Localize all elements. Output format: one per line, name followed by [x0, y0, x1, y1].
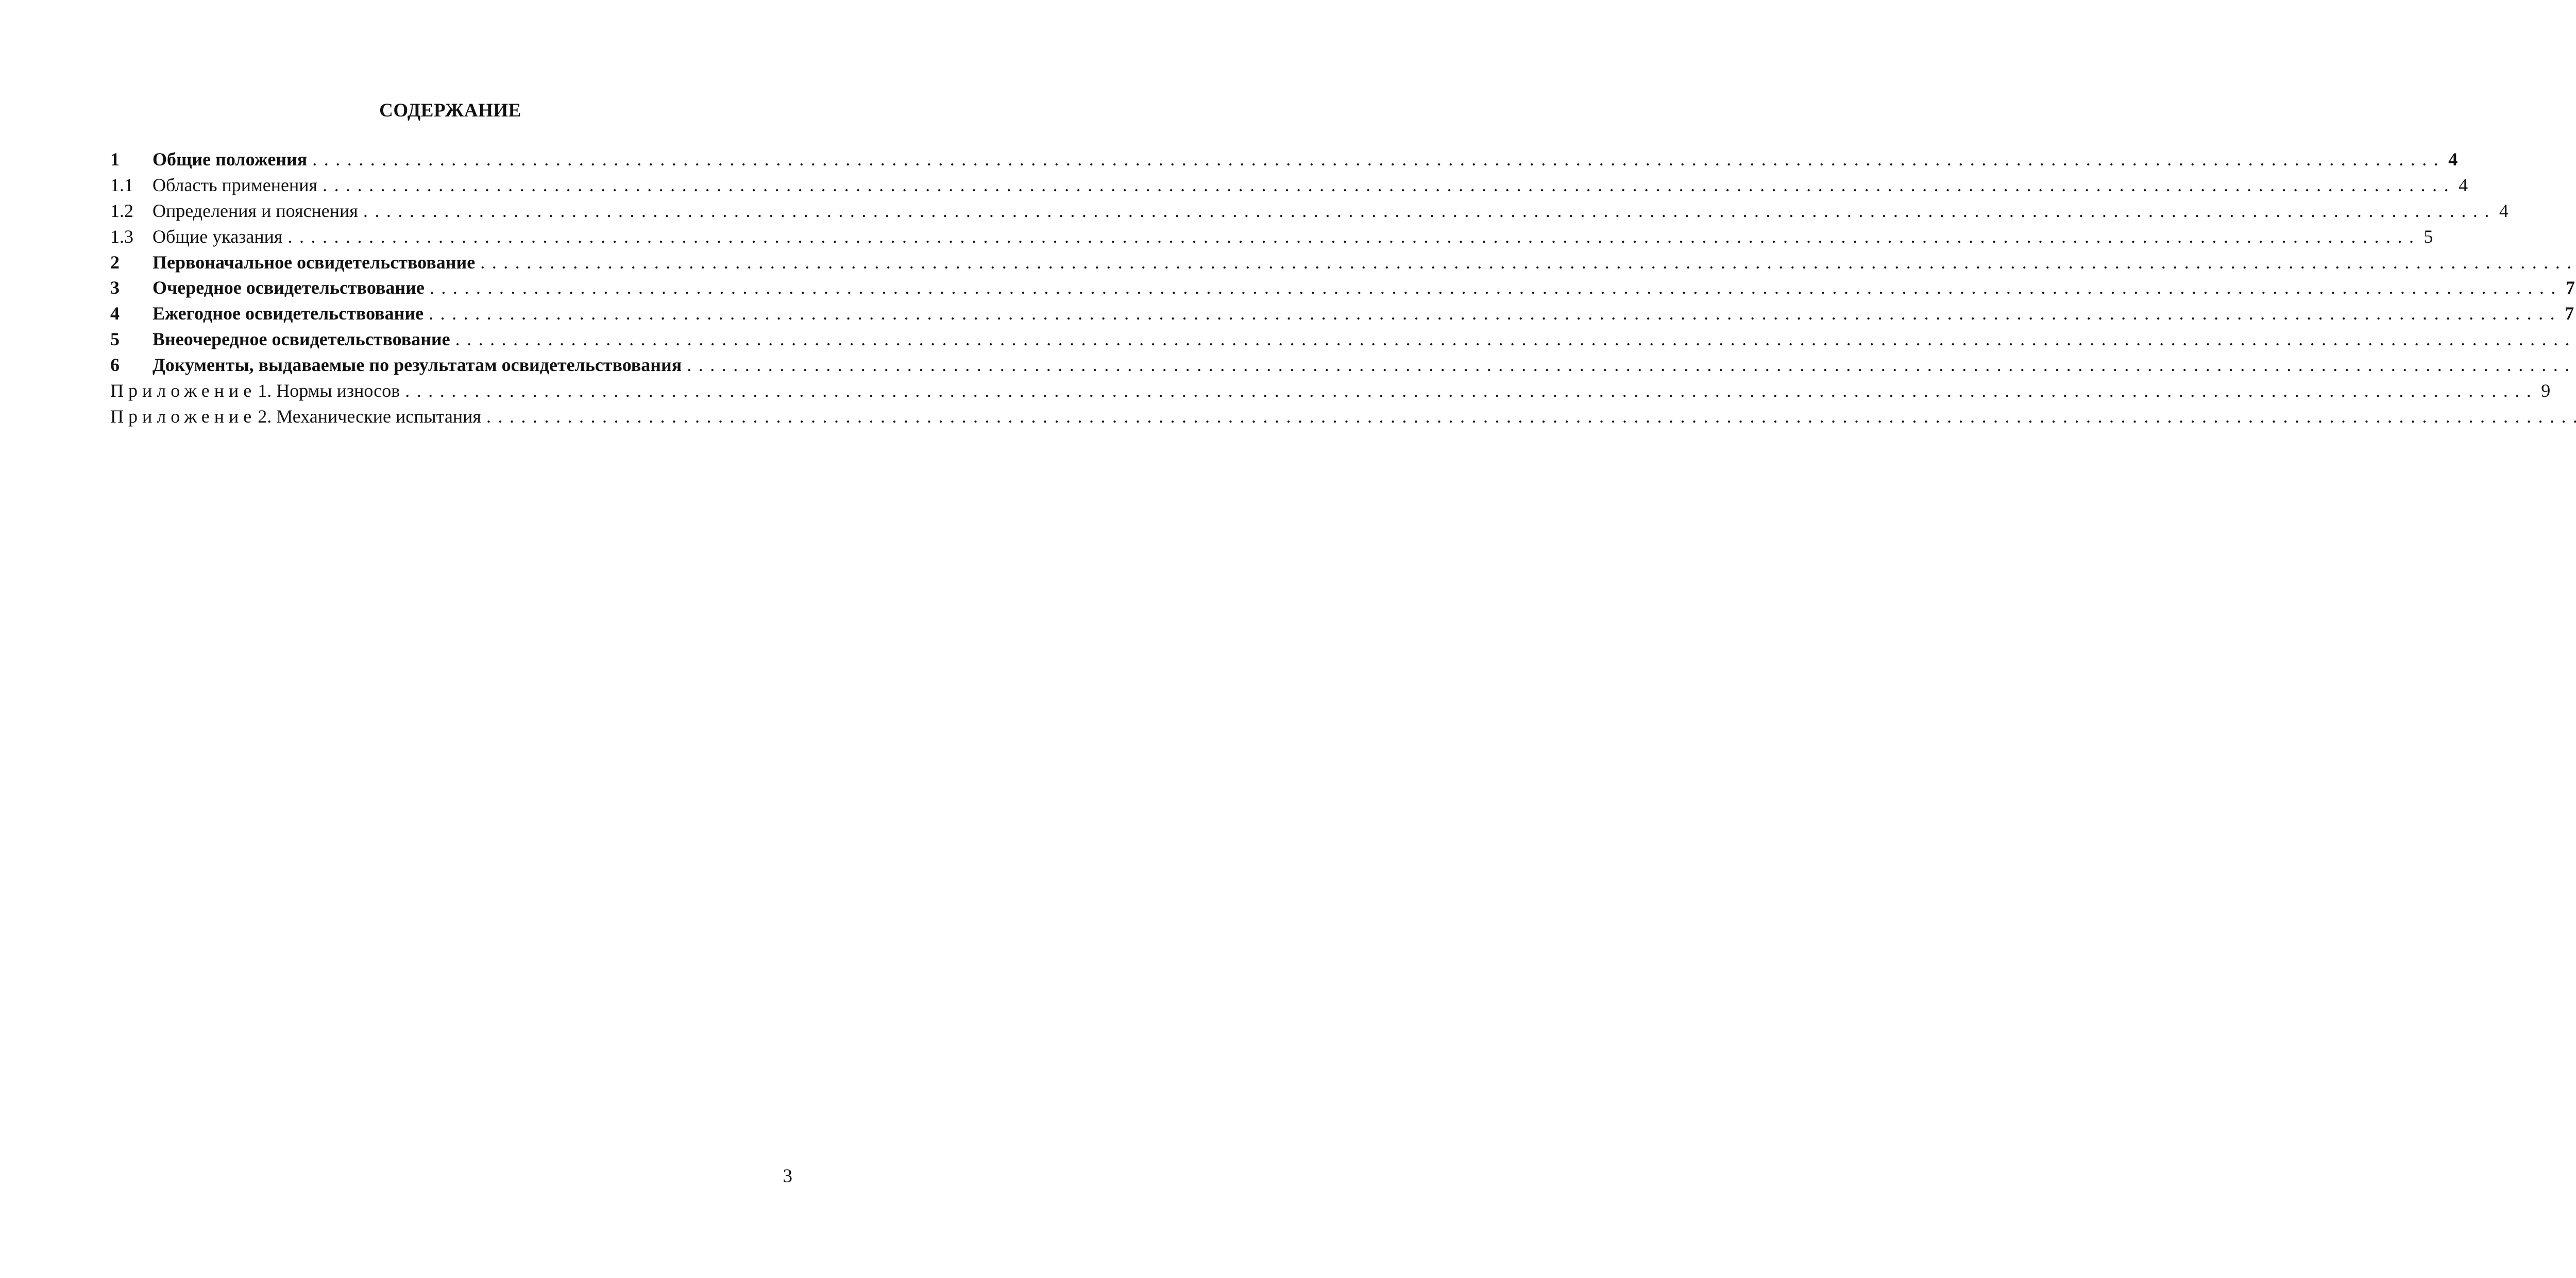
toc-entry-number: 2 [110, 251, 120, 273]
toc-entry-prefix: Приложение [110, 406, 257, 427]
toc-entry-number: 1 [110, 149, 120, 170]
table-of-contents [110, 147, 2575, 430]
toc-entry-number: 1.1 [110, 174, 133, 195]
toc-dot-leader [283, 224, 2421, 250]
toc-entry-text: Очередное освидетельствование [152, 277, 425, 298]
toc-entry-title [110, 378, 400, 404]
toc-entry-number: 4 [110, 303, 120, 324]
toc-entry [110, 404, 792, 430]
toc-dot-leader [400, 378, 2538, 404]
toc-dot-leader [481, 404, 2576, 430]
toc-dot-leader [425, 275, 2563, 301]
toc-dot-leader [475, 250, 2576, 276]
toc-entry-text: Общие положения [152, 149, 308, 170]
toc-entry-number: 5 [110, 329, 120, 350]
toc-entry-title [152, 327, 450, 352]
toc-entry-text: Внеочередное освидетельствование [152, 329, 450, 350]
toc-entry-page: 4 [2459, 174, 2468, 195]
toc-entry [110, 275, 2575, 301]
toc-entry-number: 1.2 [110, 200, 133, 221]
toc-entry-text: Ежегодное освидетельствование [152, 303, 424, 324]
toc-entry-title [152, 301, 423, 327]
toc-entry-page: 4 [2499, 200, 2509, 221]
toc-entry [110, 378, 2551, 404]
toc-entry [110, 250, 792, 276]
toc-entry-page: 7 [2565, 303, 2574, 324]
toc-entry [110, 224, 2433, 250]
toc-entry [110, 352, 792, 378]
toc-entry-title [152, 173, 317, 198]
page-number: 3 [783, 1166, 792, 1187]
toc-entry-text: Общие указания [152, 226, 283, 247]
toc-dot-leader [682, 352, 2576, 378]
toc-entry-text: 1. Нормы износов [258, 380, 400, 401]
page-title: СОДЕРЖАНИЕ [379, 100, 521, 121]
toc-entry-number: 1.3 [110, 226, 133, 247]
toc-dot-leader [307, 147, 2445, 173]
toc-entry-title [152, 250, 475, 276]
toc-entry-page: 7 [2565, 277, 2575, 298]
toc-entry-title [152, 352, 682, 378]
toc-entry-title [152, 224, 283, 250]
toc-entry-text: Область применения [152, 174, 318, 195]
toc-entry-title [110, 404, 481, 430]
toc-dot-leader [423, 301, 2562, 327]
toc-entry-prefix: Приложение [110, 380, 257, 401]
toc-entry [110, 147, 2458, 173]
toc-entry-title [152, 198, 358, 224]
toc-entry-page: 9 [2541, 380, 2551, 401]
toc-entry [110, 198, 2509, 224]
toc-entry-number: 6 [110, 355, 120, 376]
toc-entry [110, 327, 792, 352]
toc-dot-leader [358, 198, 2496, 224]
toc-entry [110, 301, 2574, 327]
toc-entry-number: 3 [110, 277, 120, 298]
toc-entry-text: Определения и пояснения [152, 200, 358, 221]
toc-entry-title [152, 147, 307, 173]
toc-entry-text: Первоначальное освидетельствование [152, 251, 476, 273]
toc-entry-text: 2. Механические испытания [258, 406, 481, 427]
toc-entry-text: Документы, выдаваемые по результатам освидетельствования [152, 355, 682, 376]
toc-entry-page: 5 [2424, 226, 2433, 247]
toc-entry-page: 4 [2448, 149, 2458, 170]
toc-entry-title [152, 275, 425, 301]
toc-dot-leader [450, 327, 2576, 352]
toc-entry [110, 173, 2468, 198]
toc-dot-leader [317, 173, 2455, 198]
